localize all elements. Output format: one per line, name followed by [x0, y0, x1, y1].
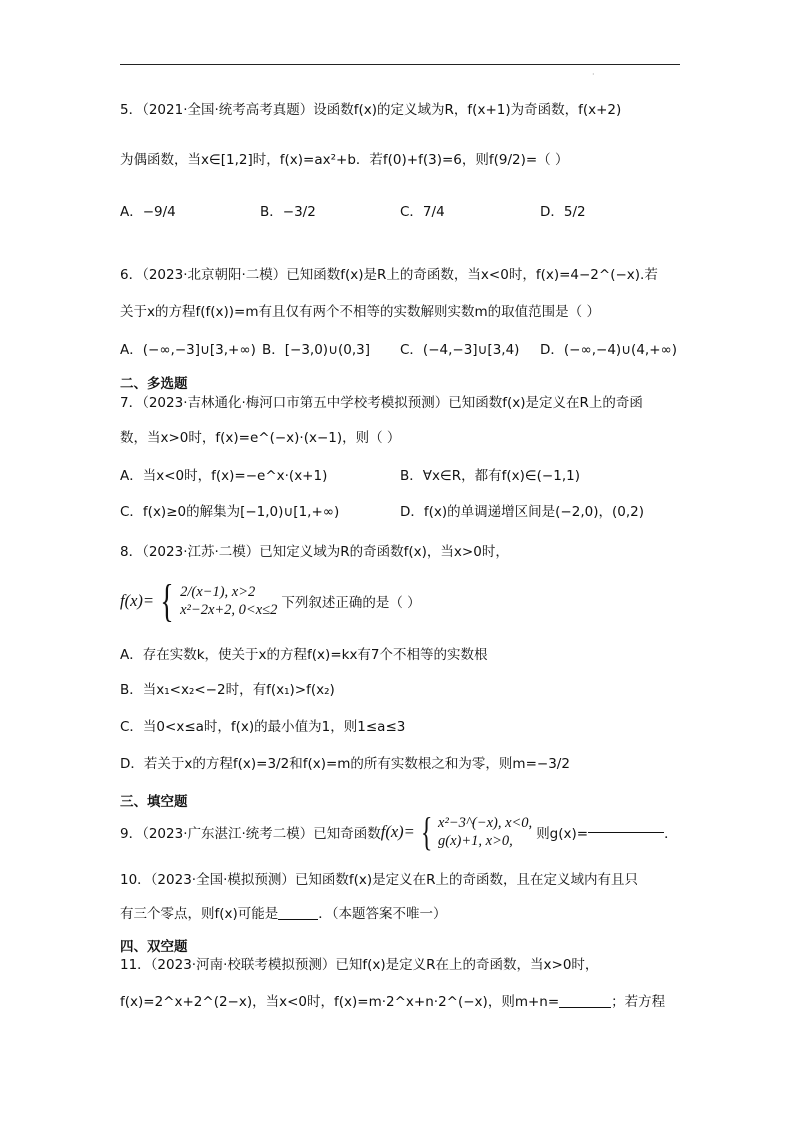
- q7-option-b: B．∀x∈R，都有f(x)∈(−1,1): [400, 468, 580, 484]
- q6-option-b: B．[−3,0)∪(0,3]: [262, 342, 370, 358]
- q8-option-a: A．存在实数k，使关于x的方程f(x)=kx有7个不相等的实数根: [120, 647, 488, 663]
- q8-brace: {: [160, 575, 174, 626]
- q8-tail: 下列叙述正确的是（ ）: [281, 595, 421, 611]
- q8-fx-label: f(x)=: [120, 591, 155, 610]
- q9-case2: g(x)+1, x>0,: [438, 833, 513, 849]
- q9-tail: 则g(x)=: [536, 826, 589, 842]
- section-heading-fill-in: 三、填空题: [120, 794, 188, 810]
- q9-fx-label: f(x)=: [380, 822, 415, 841]
- q7-option-c: C．f(x)≥0的解集为[−1,0)∪[1,+∞): [120, 504, 340, 520]
- q8-option-b: B．当x₁<x₂<−2时，有f(x₁)>f(x₂): [120, 682, 335, 698]
- q5-line1: 5．（2021·全国·统考高考真题）设函数f(x)的定义域为R，f(x+1)为奇函数，f(x+2): [120, 102, 622, 118]
- q5-option-d: D．5/2: [540, 204, 586, 220]
- q9-case1: x²−3^(−x), x<0,: [438, 815, 533, 831]
- q10-line1: 10．（2023·全国·模拟预测）已知函数f(x)是定义在R上的奇函数，且在定义域内有且只: [120, 872, 639, 888]
- q6-line2: 关于x的方程f(f(x))=m有且仅有两个不相等的实数解则实数m的取值范围是（ ）: [120, 304, 600, 320]
- header-rule: [120, 64, 680, 65]
- q7-line1: 7．（2023·吉林通化·梅河口市第五中学校考模拟预测）已知函数f(x)是定义在R上的奇函: [120, 395, 643, 411]
- q9-end: ．: [664, 826, 678, 842]
- q6-option-d: D．(−∞,−4)∪(4,+∞): [540, 342, 678, 358]
- q11-answer-blank[interactable]: [559, 1007, 611, 1008]
- section-heading-multiple-choice: 二、多选题: [120, 376, 188, 392]
- q8-option-c: C．当0<x≤a时，f(x)的最小值为1，则1≤a≤3: [120, 719, 406, 735]
- q7-line2: 数，当x>0时，f(x)=e^(−x)·(x−1)，则（ ）: [120, 430, 401, 446]
- q9-text: 9．（2023·广东湛江·统考二模）已知奇函数: [120, 826, 381, 842]
- q8-case2: x²−2x+2, 0<x≤2: [180, 602, 278, 618]
- q5-option-a: A．−9/4: [120, 204, 176, 220]
- q5-option-b: B．−3/2: [260, 204, 316, 220]
- q10-line2: [120, 904, 447, 924]
- q11-line2-text: f(x)=2^x+2^(2−x)，当x<0时，f(x)=m·2^x+n·2^(−x)，则m+n=: [120, 994, 560, 1010]
- q10-answer-blank[interactable]: [278, 919, 318, 920]
- q9-row: [120, 809, 678, 854]
- q7-option-a: A．当x<0时，f(x)=−e^x·(x+1): [120, 468, 328, 484]
- q8-piecewise: [120, 575, 421, 626]
- q11-line1: 11．（2023·河南·校联考模拟预测）已知f(x)是定义R在上的奇函数，当x>0时，: [120, 957, 599, 973]
- q6-line1: 6．（2023·北京朝阳·二模）已知函数f(x)是R上的奇函数，当x<0时，f(x)=4−2^(−x).若: [120, 267, 658, 283]
- q11-line2-tail: ；若方程: [611, 994, 666, 1010]
- q10-line2-tail: ．（本题答案不唯一）: [318, 906, 447, 922]
- section-heading-double-blank: 四、双空题: [120, 939, 188, 955]
- q6-option-c: C．(−4,−3]∪[3,4): [400, 342, 520, 358]
- q10-line2-text: 有三个零点，则f(x)可能是: [120, 906, 279, 922]
- q8-cases: [180, 583, 277, 619]
- q9-brace: {: [420, 809, 433, 854]
- q5-line2: 为偶函数，当x∈[1,2]时，f(x)=ax²+b．若f(0)+f(3)=6，则f(9/2)=（ ）: [120, 152, 569, 168]
- q9-answer-blank[interactable]: [588, 832, 664, 833]
- q7-option-d: D．f(x)的单调递增区间是(−2,0)，(0,2): [400, 504, 644, 520]
- q6-option-a: A．(−∞,−3]∪[3,+∞): [120, 342, 256, 358]
- header-mark: ·: [592, 70, 595, 79]
- q8-line1: 8．（2023·江苏·二模）已知定义域为R的奇函数f(x)，当x>0时，: [120, 544, 509, 560]
- q8-option-d: D．若关于x的方程f(x)=3/2和f(x)=m的所有实数根之和为零，则m=−3/2: [120, 756, 570, 772]
- q9-cases: [438, 814, 532, 850]
- q5-option-c: C．7/4: [400, 204, 445, 220]
- q11-line2: [120, 992, 665, 1012]
- q8-case1: 2/(x−1), x>2: [180, 584, 256, 600]
